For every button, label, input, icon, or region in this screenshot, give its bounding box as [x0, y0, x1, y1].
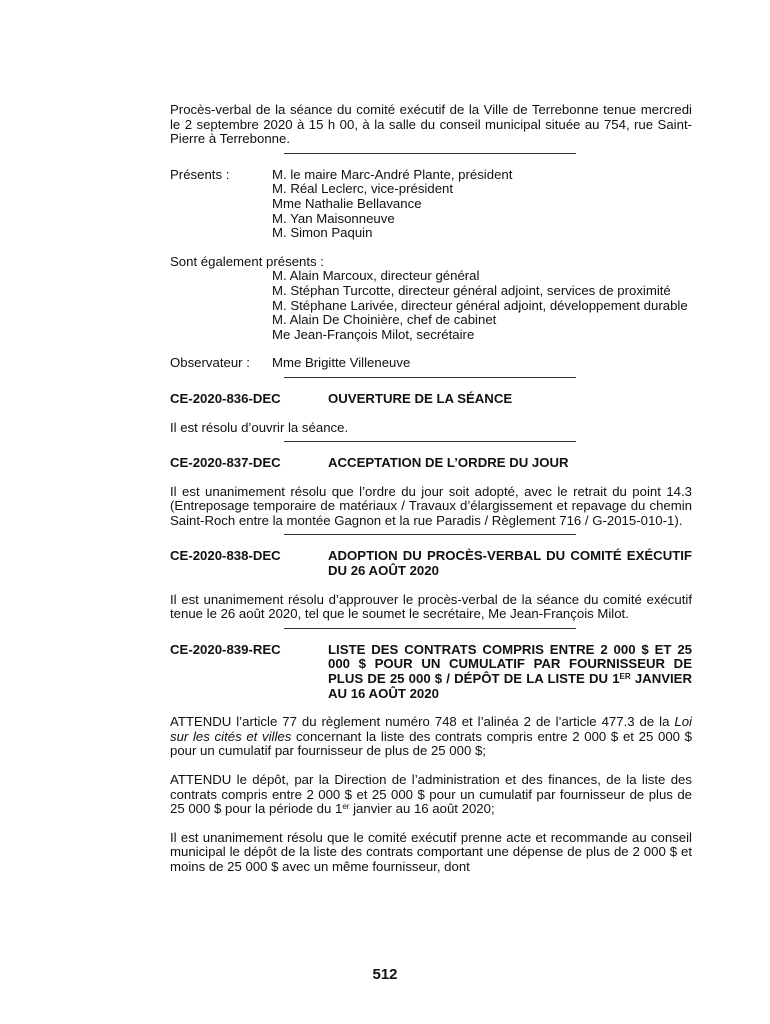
observer-label: Observateur :: [170, 355, 250, 371]
resolution-title: ACCEPTATION DE L’ORDRE DU JOUR: [328, 455, 569, 471]
resolution-code: CE-2020-839-REC: [170, 641, 281, 657]
presents-item: Mme Nathalie Bellavance: [272, 195, 422, 211]
resolution-code: CE-2020-836-DEC: [170, 390, 281, 406]
separator-line: [284, 534, 576, 535]
resolution-text: Il est unanimement résolu que l’ordre du jour soit adopté, avec le retrait du point 14.3 (Entreposage temporaire de matériaux / Travaux d’élargissement et repavage du chemin Saint-Roch entre la montée Gagnon et la rue Paradis / Règlement 716 / G-2015-010-1).: [170, 483, 692, 528]
resolution-text: Il est unanimement résolu que le comité exécutif prenne acte et recommande au conseil municipal le dépôt de la liste des contrats comportant une dépense de plus de 2 000 $ et moins de 25 000 $ avec un même fournisseur, dont: [170, 829, 692, 874]
also-present-item: M. Stéphane Larivée, directeur général adjoint, développement durable: [272, 297, 688, 313]
resolution-title: LISTE DES CONTRATS COMPRIS ENTRE 2 000 $ ET 25 000 $ POUR UN CUMULATIF PAR FOURNISSEUR DE PLUS DE 25 000 $ / DÉPÔT DE LA LISTE DU 1ER JANVIER AU 16 AOÛT 2020: [328, 641, 692, 701]
presents-block: [170, 168, 692, 241]
presents-item: M. Réal Leclerc, vice-président: [272, 181, 454, 197]
separator-line: [284, 441, 576, 442]
also-present-item: M. Stéphan Turcotte, directeur général adjoint, services de proximité: [272, 282, 671, 298]
resolution-text: Il est unanimement résolu d’approuver le procès-verbal de la séance du comité exécutif tenue le 26 août 2020, tel que le soumet le secrétaire, Me Jean-François Milot.: [170, 591, 692, 622]
resolution-title: OUVERTURE DE LA SÉANCE: [328, 390, 513, 406]
resolution-text: Il est résolu d’ouvrir la séance.: [170, 419, 349, 435]
presents-label: Présents :: [170, 166, 230, 182]
page-number: 512: [372, 966, 398, 983]
observer-block: [170, 356, 692, 371]
resolution-heading: [170, 643, 692, 701]
intro-paragraph: Procès-verbal de la séance du comité exécutif de la Ville de Terrebonne tenue mercredi le 2 septembre 2020 à 15 h 00, à la salle du conseil municipal située au 754, rue Saint-Pierre à Terrebonne.: [170, 102, 692, 147]
also-present-item: Me Jean-François Milot, secrétaire: [272, 326, 475, 342]
whereas-paragraph: ATTENDU le dépôt, par la Direction de l’administration et des finances, de la liste des contrats compris entre 2 000 $ et 25 000 $ pour un cumulatif par fournisseur de plus de 25 000 $ pour la période du 1er janvier au 16 août 2020;: [170, 772, 692, 817]
presents-item: M. le maire Marc-André Plante, président: [272, 166, 513, 182]
resolution-title: ADOPTION DU PROCÈS-VERBAL DU COMITÉ EXÉCUTIF DU 26 AOÛT 2020: [328, 548, 692, 579]
separator-line: [284, 628, 576, 629]
also-present-item: M. Alain De Choinière, chef de cabinet: [272, 312, 497, 328]
presents-item: M. Yan Maisonneuve: [272, 210, 395, 226]
also-present-label: Sont également présents :: [170, 253, 324, 269]
also-present-item: M. Alain Marcoux, directeur général: [272, 268, 480, 284]
also-present-list: [170, 269, 692, 342]
separator-line: [284, 377, 576, 378]
observer-name: Mme Brigitte Villeneuve: [272, 355, 411, 371]
resolution-heading: [170, 549, 692, 578]
resolution-heading: [170, 456, 692, 471]
resolution-heading: [170, 392, 692, 407]
resolution-code: CE-2020-837-DEC: [170, 455, 281, 471]
document-page: [170, 103, 692, 875]
whereas-paragraph: ATTENDU l’article 77 du règlement numéro 748 et l’alinéa 2 de l’article 477.3 de la Loi sur les cités et villes concernant la liste des contrats compris entre 2 000 $ et 25 000 $ pour un cumulatif par fournisseur de plus de 25 000 $;: [170, 714, 693, 759]
presents-list: [272, 168, 512, 241]
presents-item: M. Simon Paquin: [272, 225, 373, 241]
resolution-code: CE-2020-838-DEC: [170, 548, 281, 564]
